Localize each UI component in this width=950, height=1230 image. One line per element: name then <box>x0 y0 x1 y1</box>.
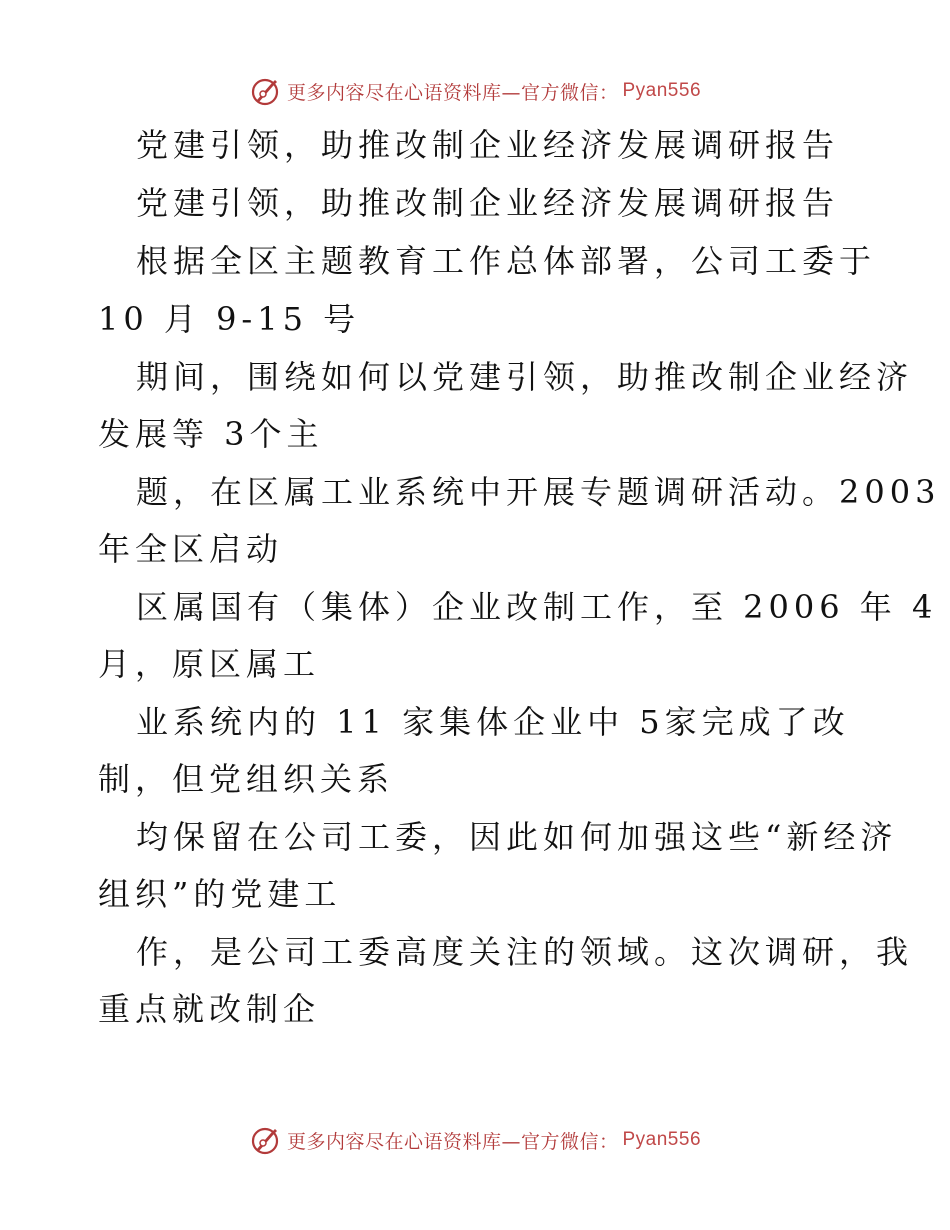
header-watermark <box>0 74 950 108</box>
paragraph-line: 制，但党组织关系 <box>98 760 395 798</box>
paragraph-line: 组织”的党建工 <box>98 875 342 913</box>
paragraph-line: 年全区启动 <box>98 530 284 568</box>
paragraph-line: 发展等 3个主 <box>98 415 324 453</box>
paragraph-line: 重点就改制企 <box>98 990 321 1028</box>
paragraph-line: 作，是公司工委高度关注的领域。这次调研，我 <box>136 933 914 971</box>
doc-title-line: 党建引领，助推改制企业经济发展调研报告 <box>136 126 840 164</box>
paragraph-line: 根据全区主题教育工作总体部署，公司工委于 <box>136 242 877 280</box>
paragraph-line: 月，原区属工 <box>98 645 321 683</box>
watermark-text: 更多内容尽在心语资料库—官方微信： <box>286 81 619 104</box>
paragraph-line: 期间，围绕如何以党建引领，助推改制企业经济 <box>136 358 914 396</box>
pen-logo-icon <box>249 74 283 108</box>
watermark-wechat-id: Pyan556 <box>622 80 702 101</box>
paragraph-line: 业系统内的 11 家集体企业中 5家完成了改 <box>136 703 850 741</box>
doc-title-line: 党建引领，助推改制企业经济发展调研报告 <box>136 184 840 222</box>
paragraph-line: 均保留在公司工委，因此如何加强这些“新经济 <box>136 818 898 856</box>
pen-logo-icon <box>249 1123 283 1157</box>
paragraph-line: 区属国有（集体）企业改制工作，至 2006 年 4 <box>136 588 938 626</box>
document-body <box>98 126 941 1048</box>
paragraph-line: 题，在区属工业系统中开展专题调研活动。2003 <box>136 473 941 511</box>
watermark-text: 更多内容尽在心语资料库—官方微信： <box>286 1130 619 1153</box>
footer-watermark <box>0 1123 950 1157</box>
paragraph-line: 10 月 9-15 号 <box>98 300 361 338</box>
watermark-wechat-id: Pyan556 <box>622 1129 702 1150</box>
